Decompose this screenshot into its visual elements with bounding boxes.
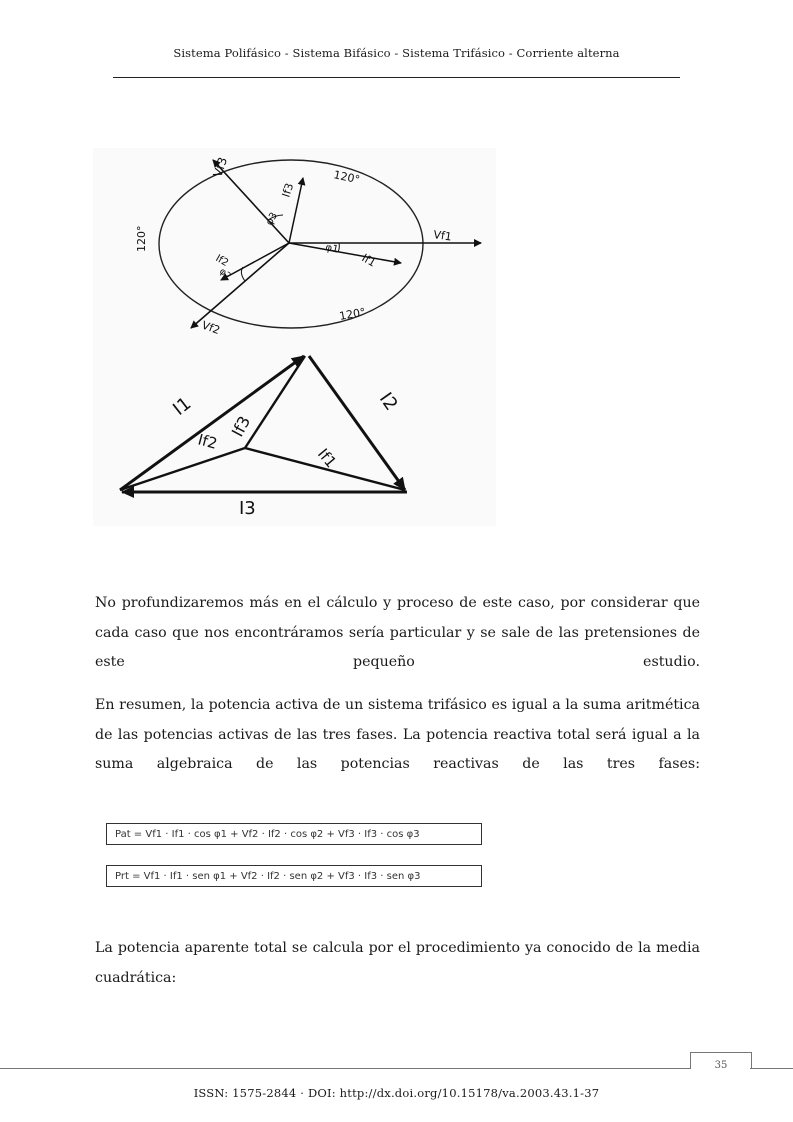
label-120-left: 120° — [135, 225, 148, 252]
formula-active-power: Pat = Vf1 · If1 · cos φ1 + Vf2 · If2 · cos φ2 + Vf3 · If3 · cos φ3 — [106, 823, 482, 845]
label-120-top: 120° — [332, 168, 362, 187]
label-i3: I3 — [239, 498, 256, 519]
paragraph-summary: En resumen, la potencia activa de un sistema trifásico es igual a la suma aritmética de las potencias activas de las tres fases. La potencia reactiva total será igual a la suma algebraica de las potencias reactivas de las tres fases: — [95, 697, 700, 772]
phasor-diagram-svg — [93, 148, 496, 526]
paragraph-scope: No profundizaremos más en el cálculo y proceso de este caso, por considerar que cada caso que nos encontráramos sería particular y se sale de las pretensiones de este pequeño estudio. — [95, 595, 700, 670]
page-number: 35 — [690, 1052, 752, 1069]
running-header: Sistema Polifásico - Sistema Bifásico - Sistema Trifásico - Corriente alterna — [173, 46, 620, 60]
vector-i1 — [120, 356, 304, 490]
label-if1: If1 — [359, 251, 379, 270]
vector-vf2 — [191, 243, 289, 328]
vector-triangle-if3 — [245, 356, 305, 448]
formula-reactive-power: Prt = Vf1 · If1 · sen φ1 + Vf2 · If2 · sen φ2 + Vf3 · If3 · sen φ3 — [106, 865, 482, 887]
footer-rule-right — [750, 1068, 793, 1069]
label-if3: If3 — [279, 181, 297, 199]
label-120-bottom: 120° — [338, 305, 367, 323]
header-rule — [113, 77, 680, 78]
phasor-diagram-figure — [93, 148, 496, 526]
label-triangle-if3: If3 — [227, 412, 255, 440]
label-vf1: Vf1 — [432, 228, 453, 244]
label-triangle-if1: If1 — [313, 445, 341, 472]
vector-if1 — [289, 243, 401, 263]
label-i1: I1 — [169, 393, 196, 420]
paragraph-apparent-power: La potencia aparente total se calcula por el procedimiento ya conocido de la media cuadrática: — [95, 940, 700, 986]
footer-rule — [0, 1068, 690, 1069]
footer-issn-doi: ISSN: 1575-2844 · DOI: http://dx.doi.org/10.15178/va.2003.43.1-37 — [193, 1086, 600, 1100]
label-triangle-if2: If2 — [195, 430, 220, 453]
label-vf3: Vf3 — [210, 155, 231, 179]
label-if2: If2 — [213, 253, 231, 270]
label-phi3: φ3 — [264, 210, 281, 228]
angle-arc-phi2 — [241, 267, 245, 281]
vector-i2 — [309, 356, 405, 490]
label-phi1: φ1 — [324, 242, 340, 256]
vector-triangle-if2 — [120, 448, 245, 490]
label-phi2: φ2 — [217, 266, 233, 282]
label-vf2: Vf2 — [199, 318, 222, 338]
label-i2: I2 — [374, 388, 402, 415]
